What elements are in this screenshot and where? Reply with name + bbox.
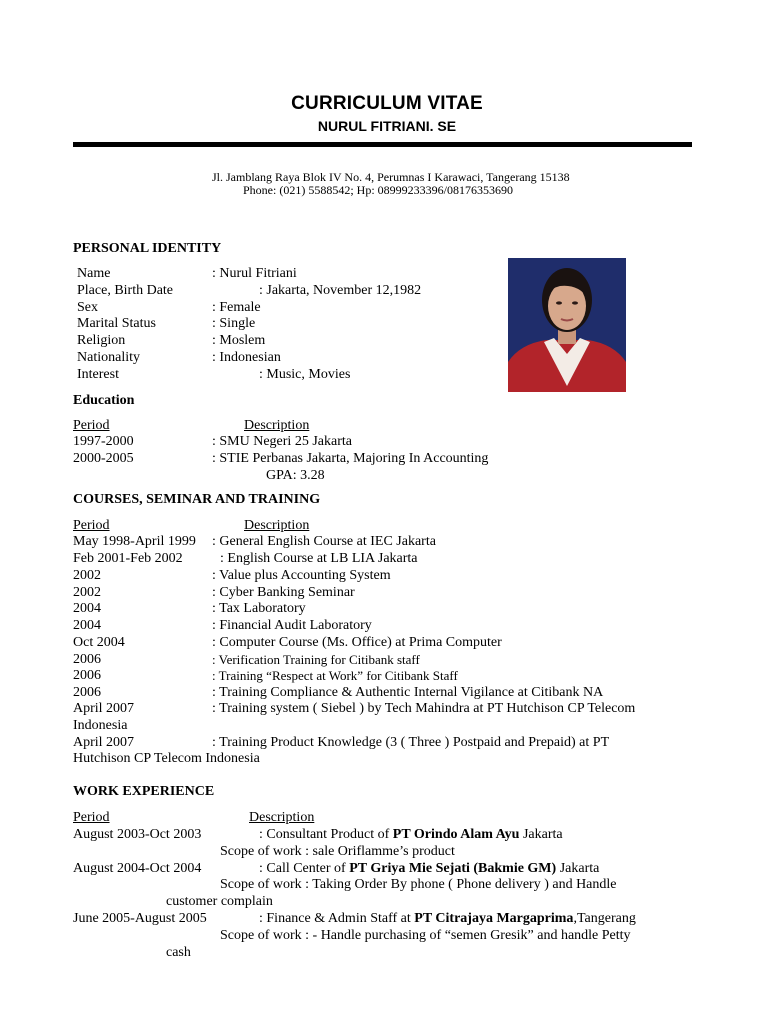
description-column-header: Description (244, 418, 310, 433)
table-row (0, 601, 768, 618)
job-scope-row (0, 894, 768, 911)
job-scope: Scope of work : - Handle purchasing of “semen Gresik” and handle Petty (220, 928, 631, 943)
table-row (0, 751, 768, 768)
job-role: : Call Center of (259, 861, 350, 876)
description-cell: : Training “Respect at Work” for Citibank Staff (212, 668, 458, 683)
period-cell: 2002 (73, 568, 101, 583)
description-cell: : English Course at LB LIA Jakarta (220, 551, 418, 566)
job-scope: customer complain (166, 894, 273, 909)
period-cell: April 2007 (73, 735, 135, 750)
job-description (259, 911, 636, 927)
job-scope: Scope of work : Taking Order By phone ( Phone delivery ) and Handle (220, 877, 617, 892)
table-row (0, 434, 768, 451)
description-cell: : Training system ( Siebel ) by Tech Mahindra at PT Hutchison CP Telecom (212, 701, 636, 716)
table-row (0, 635, 768, 652)
field-label: Place, Birth Date (77, 283, 174, 298)
gpa-row (0, 468, 768, 485)
job-row (0, 861, 768, 878)
field-label: Name (77, 266, 111, 281)
job-row (0, 827, 768, 844)
field-value: : Female (212, 300, 261, 315)
work-experience-heading: WORK EXPERIENCE (73, 784, 215, 799)
period-cell: Oct 2004 (73, 635, 125, 650)
table-row (0, 685, 768, 702)
education-heading: Education (73, 393, 135, 408)
job-scope-row (0, 844, 768, 861)
job-period: August 2003-Oct 2003 (73, 827, 202, 842)
field-value: : Moslem (212, 333, 266, 348)
period-cell: 1997-2000 (73, 434, 134, 449)
field-row (0, 316, 768, 333)
profile-photo (508, 258, 626, 392)
field-label: Nationality (77, 350, 140, 365)
table-row (0, 668, 768, 685)
description-cell: : Financial Audit Laboratory (212, 618, 372, 633)
period-cell: 2000-2005 (73, 451, 134, 466)
period-cell: 2002 (73, 585, 101, 600)
table-header (0, 418, 768, 435)
job-scope: cash (166, 945, 191, 960)
job-description (259, 861, 599, 877)
table-header (0, 518, 768, 535)
personal-identity-heading: PERSONAL IDENTITY (73, 241, 222, 256)
gpa-value: GPA: 3.28 (266, 468, 325, 483)
job-company: PT Griya Mie Sejati (Bakmie GM) (349, 861, 557, 876)
field-value: : Nurul Fitriani (212, 266, 297, 281)
job-location: ,Tangerang (573, 911, 636, 926)
period-cell: Feb 2001-Feb 2002 (73, 551, 183, 566)
table-row (0, 735, 768, 752)
description-cell: : Training Product Knowledge (3 ( Three ) Postpaid and Prepaid) at PT (212, 735, 610, 750)
job-location: Jakarta (556, 861, 600, 876)
job-company: PT Orindo Alam Ayu (392, 827, 520, 842)
field-value: : Music, Movies (259, 367, 351, 382)
description-cell: : Value plus Accounting System (212, 568, 391, 583)
description-cell: : Verification Training for Citibank staff (212, 652, 420, 667)
field-label: Interest (77, 367, 119, 382)
period-cell: 2006 (73, 685, 101, 700)
table-row (0, 551, 768, 568)
job-period: August 2004-Oct 2004 (73, 861, 202, 876)
phone-line: Phone: (021) 5588542; Hp: 08999233396/08176353690 (243, 183, 513, 197)
field-row (0, 300, 768, 317)
description-column-header: Description (244, 518, 310, 533)
portrait-illustration (508, 258, 626, 392)
field-row (0, 350, 768, 367)
job-role: : Consultant Product of (259, 827, 393, 842)
job-location: Jakarta (519, 827, 563, 842)
job-row (0, 911, 768, 928)
field-row (0, 266, 768, 283)
description-cell: : Training Compliance & Authentic Internal Vigilance at Citibank NA (212, 685, 604, 700)
table-row (0, 585, 768, 602)
description-column-header: Description (249, 810, 315, 825)
period-cell: 2004 (73, 601, 101, 616)
table-header (0, 810, 768, 827)
table-row (0, 652, 768, 669)
period-cell: Hutchison CP Telecom Indonesia (73, 751, 260, 766)
period-cell: Indonesia (73, 718, 128, 733)
applicant-name: NURUL FITRIANI. SE (317, 118, 457, 134)
field-value: : Single (212, 316, 256, 331)
period-column-header: Period (73, 810, 110, 825)
job-scope-row (0, 945, 768, 962)
description-cell: : General English Course at IEC Jakarta (212, 534, 436, 549)
description-cell: : SMU Negeri 25 Jakarta (212, 434, 352, 449)
description-cell: : Computer Course (Ms. Office) at Prima Computer (212, 635, 502, 650)
period-cell: April 2007 (73, 701, 135, 716)
job-period: June 2005-August 2005 (73, 911, 207, 926)
job-scope-row (0, 877, 768, 894)
field-row (0, 333, 768, 350)
field-label: Religion (77, 333, 126, 348)
cv-title: CURRICULUM VITAE (291, 93, 483, 114)
job-scope: Scope of work : sale Oriflamme’s product (220, 844, 455, 859)
contact-block (212, 171, 570, 197)
field-row (0, 367, 768, 384)
field-label: Marital Status (77, 316, 156, 331)
table-row (0, 534, 768, 551)
period-cell: 2004 (73, 618, 101, 633)
job-role: : Finance & Admin Staff at (259, 911, 415, 926)
table-row (0, 618, 768, 635)
period-cell: 2006 (73, 652, 101, 667)
table-row (0, 718, 768, 735)
courses-heading: COURSES, SEMINAR AND TRAINING (73, 492, 321, 507)
field-row (0, 283, 768, 300)
job-company: PT Citrajaya Margaprima (414, 911, 574, 926)
period-cell: May 1998-April 1999 (73, 534, 196, 549)
period-column-header: Period (73, 518, 110, 533)
description-cell: : Cyber Banking Seminar (212, 585, 355, 600)
period-column-header: Period (73, 418, 110, 433)
field-label: Sex (77, 300, 98, 315)
field-value: : Jakarta, November 12,1982 (259, 283, 422, 298)
table-row (0, 701, 768, 718)
table-row (0, 451, 768, 468)
header-divider (73, 142, 692, 147)
description-cell: : STIE Perbanas Jakarta, Majoring In Accounting (212, 451, 489, 466)
job-scope-row (0, 928, 768, 945)
description-cell: : Tax Laboratory (212, 601, 306, 616)
job-description (259, 827, 563, 843)
address-line: Jl. Jamblang Raya Blok IV No. 4, Perumnas I Karawaci, Tangerang 15138 (212, 170, 570, 184)
field-value: : Indonesian (212, 350, 281, 365)
period-cell: 2006 (73, 668, 101, 683)
table-row (0, 568, 768, 585)
